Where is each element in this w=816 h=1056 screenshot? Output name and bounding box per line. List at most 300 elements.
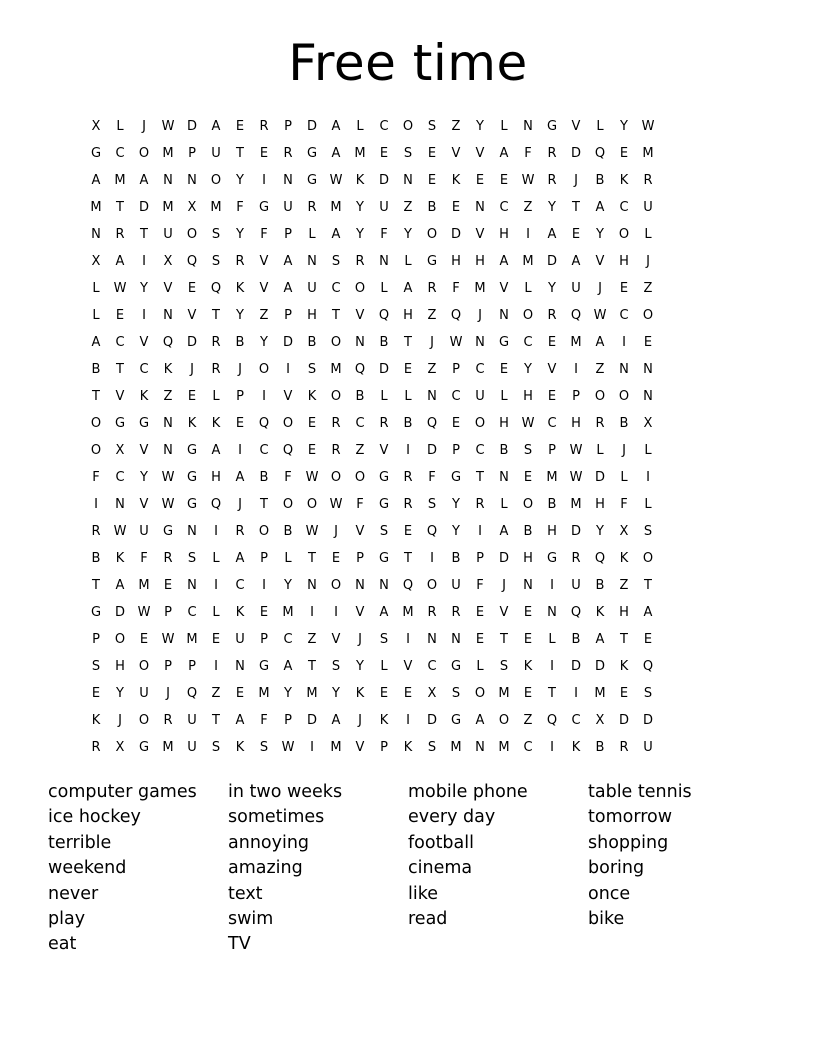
grid-cell: M [210,200,222,215]
grid-cell: A [499,254,509,269]
grid-cell: A [115,254,125,269]
grid-cell: Y [236,227,244,242]
grid-cell: W [641,119,655,134]
grid-cell: E [403,362,413,377]
grid-cell: B [499,443,509,458]
grid-cell: C [259,443,269,458]
grid-cell: Z [427,308,437,323]
grid-cell: Q [210,497,222,512]
grid-cell: G [378,551,390,566]
grid-cell: B [259,470,269,485]
grid-cell: J [118,713,122,728]
grid-cell: L [116,119,124,134]
grid-cell: M [162,740,174,755]
word-list-item: bike [588,908,625,929]
grid-cell: N [163,308,173,323]
grid-cell: Q [378,308,390,323]
grid-cell: M [570,335,582,350]
grid-cell: Q [186,254,198,269]
grid-cell: K [91,713,101,728]
grid-cell: V [595,254,605,269]
grid-cell: V [451,146,461,161]
grid-cell: J [142,119,146,134]
grid-cell: C [115,335,125,350]
grid-cell: E [619,686,629,701]
grid-cell: B [595,173,605,188]
grid-cell: F [92,470,100,485]
grid-cell: T [92,389,100,404]
grid-cell: O [402,119,414,134]
word-list-item: weekend [48,858,127,879]
grid-cell: I [262,389,266,404]
grid-cell: H [307,308,317,323]
grid-cell: Y [596,227,604,242]
grid-cell: F [236,200,244,215]
grid-cell: W [113,524,127,539]
grid-cell: I [406,632,410,647]
grid-cell: O [642,308,654,323]
grid-cell: U [451,578,461,593]
grid-cell: O [618,389,630,404]
grid-cell: S [331,659,341,674]
grid-cell: P [452,443,460,458]
grid-cell: I [214,659,218,674]
grid-row [84,599,732,626]
grid-cell: R [427,281,437,296]
grid-cell: G [186,470,198,485]
grid-cell: R [547,308,557,323]
grid-cell: O [618,227,630,242]
grid-row [84,626,732,653]
grid-cell: C [475,362,485,377]
grid-cell: A [379,605,389,620]
grid-cell: P [476,551,484,566]
grid-row [84,680,732,707]
grid-cell: B [355,389,365,404]
grid-cell: P [572,389,580,404]
grid-cell: X [163,254,173,269]
grid-cell: G [306,146,318,161]
grid-cell: T [212,308,220,323]
word-list-item: swim [228,908,274,929]
grid-cell: P [188,146,196,161]
grid-cell: E [475,605,485,620]
grid-cell: H [595,497,605,512]
grid-cell: N [115,497,125,512]
grid-cell: Y [620,119,628,134]
grid-cell: D [618,713,629,728]
grid-cell: P [284,713,292,728]
grid-cell: X [619,524,629,539]
grid-cell: A [595,200,605,215]
grid-cell: R [331,443,341,458]
grid-cell: A [235,551,245,566]
grid-cell: L [284,551,292,566]
grid-cell: B [91,362,101,377]
grid-cell: U [475,389,485,404]
grid-cell: W [305,470,319,485]
grid-cell: L [380,389,388,404]
grid-cell: N [307,578,317,593]
grid-cell: W [113,281,127,296]
grid-cell: O [210,173,222,188]
grid-cell: R [91,524,101,539]
grid-cell: S [427,119,437,134]
grid-cell: L [212,605,220,620]
grid-cell: U [643,200,653,215]
grid-cell: Y [260,335,268,350]
grid-cell: O [282,497,294,512]
grid-cell: Q [426,524,438,539]
grid-cell: R [163,713,173,728]
grid-cell: A [139,173,149,188]
grid-cell: V [403,659,413,674]
grid-cell: E [523,605,533,620]
grid-cell: P [452,362,460,377]
grid-cell: R [403,470,413,485]
grid-cell: G [162,524,174,539]
grid-cell: S [643,524,653,539]
grid-cell: V [475,227,485,242]
grid-cell: J [502,578,506,593]
grid-cell: P [188,659,196,674]
grid-cell: Q [162,335,174,350]
grid-cell: O [90,416,102,431]
grid-cell: D [570,524,581,539]
grid-cell: H [499,416,509,431]
grid-cell: K [619,551,629,566]
grid-cell: N [619,362,629,377]
grid-cell: C [523,740,533,755]
grid-cell: Z [643,281,653,296]
grid-cell: H [115,659,125,674]
grid-cell: W [449,335,463,350]
grid-cell: K [619,173,629,188]
word-list-item: read [408,908,448,929]
grid-cell: R [451,605,461,620]
grid-cell: K [355,173,365,188]
grid-cell: E [643,335,653,350]
grid-cell: R [643,173,653,188]
grid-cell: R [211,335,221,350]
grid-cell: V [163,281,173,296]
grid-cell: E [403,524,413,539]
grid-cell: I [406,713,410,728]
word-list-item: like [408,883,439,904]
grid-cell: G [426,254,438,269]
grid-cell: A [571,254,581,269]
grid-cell: K [595,605,605,620]
grid-cell: N [475,200,485,215]
grid-cell: I [262,173,266,188]
grid-cell: Y [596,524,604,539]
grid-cell: P [236,389,244,404]
grid-cell: G [258,200,270,215]
grid-cell: I [574,362,578,377]
grid-cell: E [451,200,461,215]
grid-cell: L [380,281,388,296]
grid-cell: B [451,551,461,566]
grid-cell: N [187,578,197,593]
grid-cell: M [114,173,126,188]
grid-cell: G [546,551,558,566]
grid-row [84,653,732,680]
grid-cell: O [258,524,270,539]
grid-cell: E [91,686,101,701]
grid-cell: O [642,551,654,566]
grid-cell: Q [282,443,294,458]
grid-cell: I [550,659,554,674]
grid-cell: E [547,389,557,404]
grid-cell: M [546,470,558,485]
word-list-item: computer games [48,782,197,802]
grid-cell: S [427,497,437,512]
grid-cell: Z [523,713,533,728]
grid-cell: J [334,524,338,539]
grid-cell: Q [570,605,582,620]
grid-cell: F [380,227,388,242]
grid-cell: T [308,659,316,674]
grid-cell: G [450,713,462,728]
grid-cell: V [475,146,485,161]
grid-cell: Y [404,227,412,242]
grid-cell: I [286,362,290,377]
grid-cell: G [90,605,102,620]
grid-cell: J [238,362,242,377]
grid-cell: C [523,335,533,350]
grid-cell: L [92,308,100,323]
grid-cell: C [115,146,125,161]
grid-cell: G [450,470,462,485]
grid-cell: Y [356,227,364,242]
grid-cell: E [379,146,389,161]
grid-cell: Q [258,416,270,431]
grid-cell: O [426,227,438,242]
grid-cell: A [91,173,101,188]
grid-cell: G [258,659,270,674]
grid-cell: Y [236,173,244,188]
grid-cell: R [163,551,173,566]
grid-cell: U [379,200,389,215]
grid-cell: Y [548,200,556,215]
word-list-item: table tennis [588,782,692,802]
grid-cell: O [354,281,366,296]
grid-cell: U [571,281,581,296]
grid-cell: I [334,605,338,620]
grid-cell: J [238,497,242,512]
grid-cell: B [427,200,437,215]
grid-cell: C [139,362,149,377]
grid-cell: E [115,308,125,323]
grid-cell: H [499,227,509,242]
grid-cell: E [523,470,533,485]
grid-cell: C [619,308,629,323]
grid-cell: A [595,632,605,647]
grid-cell: U [307,281,317,296]
grid-cell: F [260,227,268,242]
grid-cell: X [91,119,101,134]
grid-cell: I [646,470,650,485]
grid-cell: W [305,524,319,539]
grid-cell: W [161,470,175,485]
grid-cell: N [475,740,485,755]
word-list-item: never [48,883,99,904]
grid-row [84,221,732,248]
grid-cell: K [235,605,245,620]
grid-cell: E [619,281,629,296]
grid-cell: N [163,443,173,458]
grid-cell: T [212,713,220,728]
grid-cell: U [139,686,149,701]
grid-cell: I [622,335,626,350]
grid-cell: N [283,173,293,188]
grid-cell: M [330,740,342,755]
grid-cell: L [620,470,628,485]
grid-cell: O [522,497,534,512]
grid-cell: X [115,740,125,755]
grid-row [84,545,732,572]
grid-cell: I [406,443,410,458]
grid-cell: M [162,146,174,161]
grid-cell: W [593,308,607,323]
grid-cell: N [355,578,365,593]
grid-cell: A [595,335,605,350]
grid-cell: Q [594,551,606,566]
grid-cell: E [187,389,197,404]
grid-cell: L [212,389,220,404]
grid-cell: Y [140,281,148,296]
grid-cell: I [574,686,578,701]
grid-cell: T [572,200,580,215]
grid-cell: X [115,443,125,458]
grid-cell: V [259,281,269,296]
grid-cell: C [619,200,629,215]
grid-cell: E [523,686,533,701]
grid-cell: T [404,335,412,350]
grid-cell: R [595,416,605,431]
grid-cell: M [282,605,294,620]
word-list-item: mobile phone [408,782,528,802]
grid-cell: O [258,362,270,377]
grid-cell: N [403,173,413,188]
grid-row [84,248,732,275]
grid-cell: V [139,443,149,458]
grid-cell: N [427,632,437,647]
grid-cell: B [523,524,533,539]
grid-cell: K [307,389,317,404]
grid-cell: N [187,173,197,188]
grid-cell: N [523,578,533,593]
grid-cell: N [475,335,485,350]
grid-cell: C [115,470,125,485]
grid-row [84,734,732,761]
grid-cell: D [378,173,389,188]
grid-cell: A [211,119,221,134]
grid-cell: A [547,227,557,242]
grid-cell: N [499,470,509,485]
grid-cell: I [142,308,146,323]
grid-cell: D [114,605,125,620]
grid-cell: D [282,335,293,350]
grid-cell: E [643,632,653,647]
grid-cell: R [91,740,101,755]
grid-cell: Y [236,308,244,323]
grid-cell: D [546,254,557,269]
grid-cell: D [306,119,317,134]
grid-cell: K [355,686,365,701]
grid-row [84,437,732,464]
grid-cell: U [571,578,581,593]
grid-cell: K [451,173,461,188]
grid-cell: O [354,470,366,485]
grid-cell: R [235,524,245,539]
grid-cell: S [211,254,221,269]
grid-cell: B [595,740,605,755]
grid-cell: I [310,740,314,755]
grid-cell: F [524,146,532,161]
word-list-item: football [408,832,474,853]
grid-cell: W [521,173,535,188]
grid-cell: A [283,281,293,296]
word-list-item: sometimes [228,807,325,828]
grid-cell: J [190,362,194,377]
grid-cell: X [427,686,437,701]
grid-cell: W [521,416,535,431]
grid-cell: V [283,389,293,404]
grid-cell: P [164,605,172,620]
grid-cell: G [90,146,102,161]
grid-cell: S [211,740,221,755]
grid-cell: N [547,605,557,620]
grid-cell: V [355,605,365,620]
page-title: Free time [288,34,528,92]
grid-cell: J [646,254,650,269]
grid-cell: B [619,416,629,431]
word-list-item: every day [408,807,496,828]
grid-cell: O [594,389,606,404]
grid-cell: Y [356,200,364,215]
grid-cell: P [284,308,292,323]
grid-cell: E [571,227,581,242]
grid-cell: D [186,119,197,134]
grid-cell: T [548,686,556,701]
grid-cell: G [186,443,198,458]
grid-cell: P [284,119,292,134]
grid-cell: E [619,146,629,161]
grid-cell: H [619,605,629,620]
word-list-column [228,780,408,958]
grid-cell: Z [451,119,461,134]
word-list-column [48,780,228,958]
grid-cell: R [115,227,125,242]
grid-cell: H [547,524,557,539]
grid-cell: X [643,416,653,431]
grid-cell: L [500,389,508,404]
grid-cell: N [523,119,533,134]
grid-cell: A [331,227,341,242]
grid-cell: S [379,524,389,539]
grid-cell: K [403,740,413,755]
grid-cell: Y [284,686,292,701]
grid-cell: O [330,335,342,350]
grid-cell: X [187,200,197,215]
grid-cell: P [284,227,292,242]
grid-cell: V [547,362,557,377]
grid-cell: S [523,443,533,458]
grid-cell: T [116,362,124,377]
grid-cell: I [94,497,98,512]
grid-cell: R [547,146,557,161]
